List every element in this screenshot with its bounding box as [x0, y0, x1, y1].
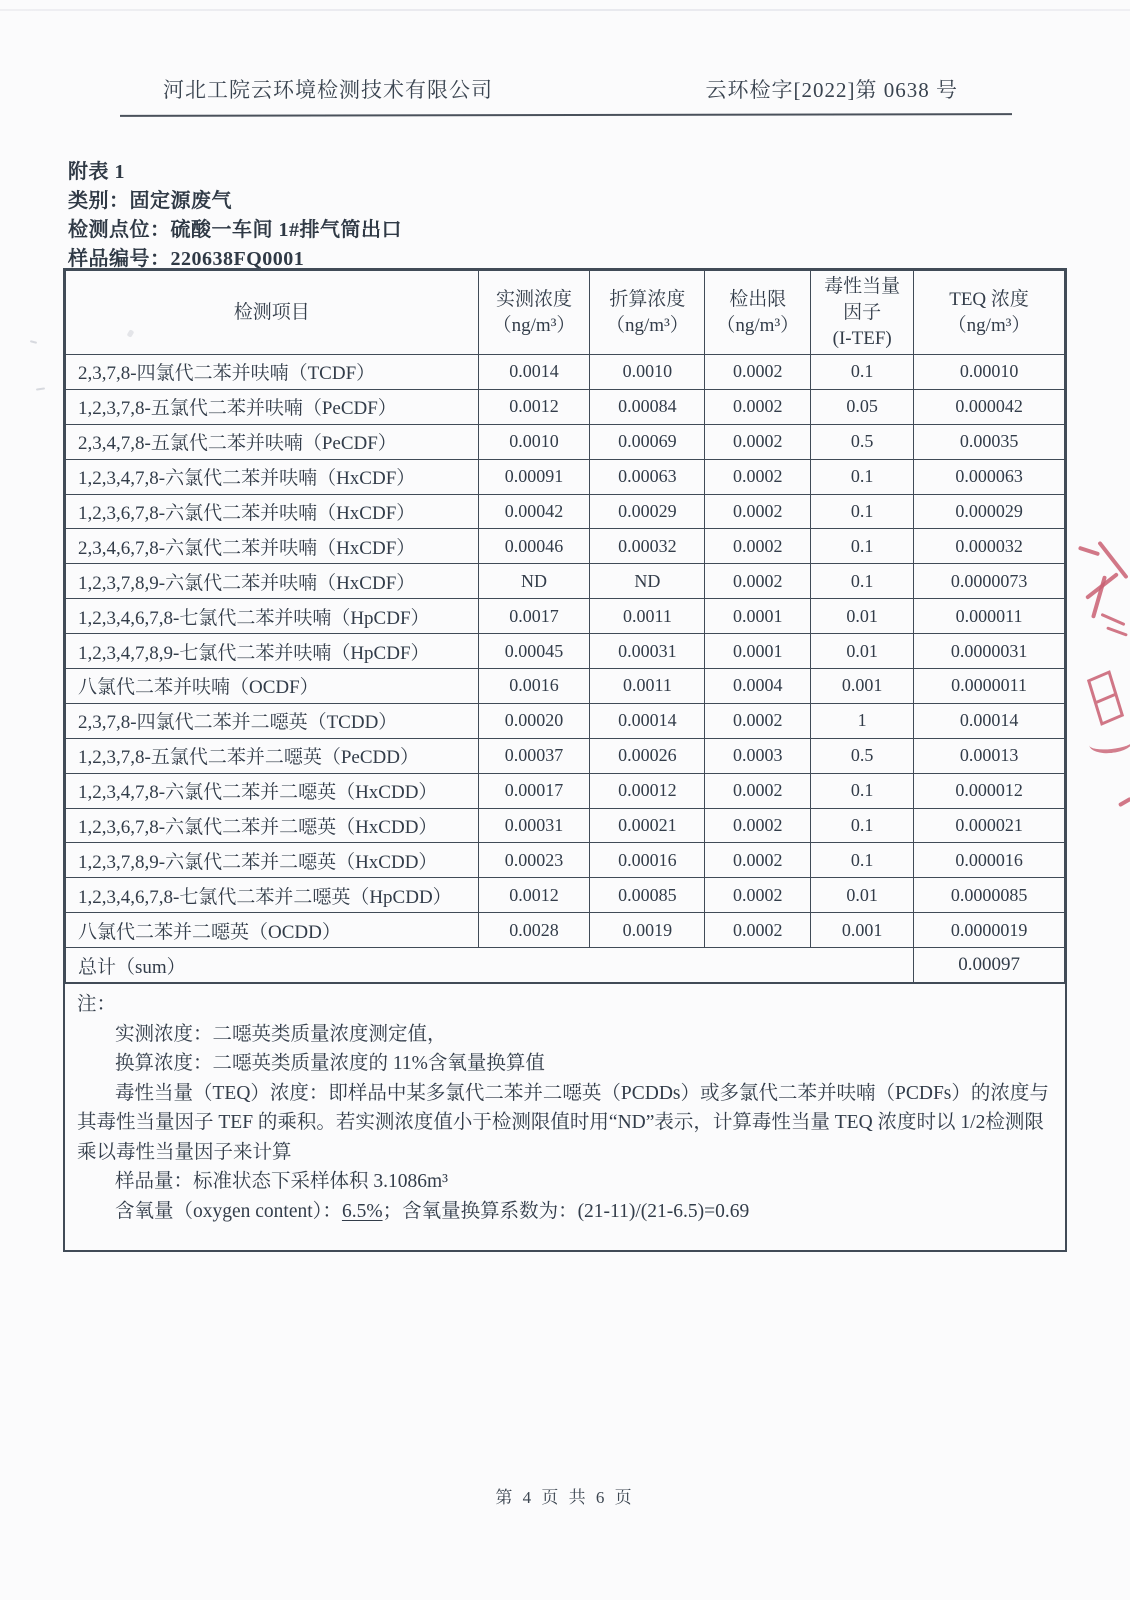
column-header: TEQ 浓度 （ng/m³）	[914, 271, 1065, 355]
cell-name: 1,2,3,7,8-五氯代二苯并二噁英（PeCDD）	[66, 738, 479, 773]
note-measured-definition: 实测浓度：二噁英类质量浓度测定值，	[115, 1023, 447, 1045]
cell-name: 1,2,3,4,6,7,8-七氯代二苯并呋喃（HpCDF）	[66, 599, 479, 634]
cell-name: 2,3,7,8-四氯代二苯并二噁英（TCDD）	[66, 703, 479, 738]
cell-i_tef: 0.01	[811, 878, 914, 913]
cell-detection_limit: 0.0003	[705, 738, 811, 773]
note-teq-definition: 毒性当量（TEQ）浓度：即样品中某多氯代二苯并二噁英（PCDDs）或多氯代二苯并呋喃（PCDFs）的浓度与其毒性当量因子 TEF 的乘积。若实测浓度值小于检测限值时用“ND”表示，计算毒性当量 TEQ 浓度时以 1/2检测限乘以毒性当量因子来计算	[77, 1082, 1049, 1163]
cell-teq: 0.00014	[914, 703, 1065, 738]
column-header: 折算浓度 （ng/m³）	[590, 271, 705, 355]
cell-detection_limit: 0.0004	[705, 669, 811, 704]
measurements-table-head-row	[66, 271, 1065, 355]
cell-detection_limit: 0.0002	[705, 843, 811, 878]
cell-i_tef: 0.1	[811, 529, 914, 564]
table-row	[66, 599, 1065, 634]
sum-label: 总计（sum）	[66, 948, 914, 983]
note-oxygen-content	[77, 1197, 1051, 1227]
cell-measured: 0.0014	[478, 355, 590, 390]
cell-converted: 0.00085	[590, 878, 705, 913]
cell-i_tef: 0.1	[811, 564, 914, 599]
table-row	[66, 389, 1065, 424]
cell-i_tef: 0.01	[811, 634, 914, 669]
cell-measured: 0.00091	[478, 459, 590, 494]
cell-name: 1,2,3,4,7,8,9-七氯代二苯并呋喃（HpCDF）	[66, 634, 479, 669]
measurements-table	[65, 270, 1065, 983]
sum-row	[66, 948, 1065, 983]
header-divider	[120, 113, 1012, 117]
cell-teq: 0.000012	[914, 773, 1065, 808]
column-header: 检测项目	[66, 271, 479, 355]
cell-converted: 0.0010	[590, 355, 705, 390]
cell-teq: 0.00010	[914, 355, 1065, 390]
column-header: 毒性当量 因子 (I-TEF)	[811, 271, 914, 355]
cell-name: 八氯代二苯并二噁英（OCDD）	[66, 913, 479, 948]
red-stamp-box-fragment	[1087, 670, 1124, 726]
cell-converted: 0.00084	[590, 389, 705, 424]
column-header: 检出限 （ng/m³）	[705, 271, 811, 355]
cell-measured: 0.00046	[478, 529, 590, 564]
cell-detection_limit: 0.0002	[705, 389, 811, 424]
oxygen-conversion-factor: ；含氧量换算系数为：(21-11)/(21-6.5)=0.69	[382, 1200, 750, 1222]
cell-detection_limit: 0.0002	[705, 355, 811, 390]
cell-i_tef: 0.1	[811, 459, 914, 494]
cell-teq: 0.00035	[914, 424, 1065, 459]
cell-detection_limit: 0.0002	[705, 808, 811, 843]
table-row	[66, 703, 1065, 738]
cell-converted: 0.00032	[590, 529, 705, 564]
cell-measured: 0.0012	[478, 389, 590, 424]
cell-name: 1,2,3,6,7,8-六氯代二苯并呋喃（HxCDF）	[66, 494, 479, 529]
table-row	[66, 773, 1065, 808]
cell-name: 1,2,3,4,7,8-六氯代二苯并二噁英（HxCDD）	[66, 773, 479, 808]
cell-i_tef: 0.1	[811, 773, 914, 808]
oxygen-content-value: 6.5%	[341, 1200, 383, 1222]
cell-name: 八氯代二苯并呋喃（OCDF）	[66, 669, 479, 704]
cell-detection_limit: 0.0002	[705, 913, 811, 948]
cell-i_tef: 1	[811, 703, 914, 738]
cell-detection_limit: 0.0002	[705, 878, 811, 913]
cell-converted: 0.00012	[590, 773, 705, 808]
cell-i_tef: 0.1	[811, 808, 914, 843]
monitoring-point-line: 检测点位：硫酸一车间 1#排气筒出口	[68, 219, 402, 241]
cell-name: 1,2,3,7,8-五氯代二苯并呋喃（PeCDF）	[66, 389, 479, 424]
column-header: 实测浓度 （ng/m³）	[478, 271, 590, 355]
scan-speck	[36, 387, 45, 390]
cell-converted: 0.00016	[590, 843, 705, 878]
cell-teq: 0.0000019	[914, 913, 1065, 948]
sample-id-line: 样品编号：220638FQ0001	[68, 248, 305, 270]
cell-converted: ND	[590, 564, 705, 599]
cell-converted: 0.00029	[590, 494, 705, 529]
cell-detection_limit: 0.0002	[705, 459, 811, 494]
document-header	[163, 74, 958, 104]
cell-i_tef: 0.001	[811, 669, 914, 704]
cell-measured: 0.00023	[478, 843, 590, 878]
cell-measured: 0.00020	[478, 703, 590, 738]
red-stamp-arc-fragment	[1088, 731, 1130, 755]
cell-converted: 0.0011	[590, 669, 705, 704]
cell-measured: 0.0012	[478, 878, 590, 913]
cell-detection_limit: 0.0002	[705, 703, 811, 738]
table-row	[66, 808, 1065, 843]
note-converted-definition: 换算浓度：二噁英类质量浓度的 11%含氧量换算值	[115, 1053, 545, 1075]
table-row	[66, 564, 1065, 599]
cell-name: 2,3,7,8-四氯代二苯并呋喃（TCDF）	[66, 355, 479, 390]
table-row	[66, 529, 1065, 564]
cell-converted: 0.00014	[590, 703, 705, 738]
cell-i_tef: 0.1	[811, 355, 914, 390]
cell-i_tef: 0.5	[811, 738, 914, 773]
cell-measured: 0.00042	[478, 494, 590, 529]
cell-converted: 0.00069	[590, 424, 705, 459]
results-table-frame	[63, 268, 1067, 1252]
cell-teq: 0.000063	[914, 459, 1065, 494]
cell-converted: 0.00031	[590, 634, 705, 669]
cell-teq: 0.000042	[914, 389, 1065, 424]
cell-measured: 0.00037	[478, 738, 590, 773]
cell-teq: 0.000029	[914, 494, 1065, 529]
cell-measured: 0.0028	[478, 913, 590, 948]
cell-converted: 0.0019	[590, 913, 705, 948]
table-row	[66, 913, 1065, 948]
company-name: 河北工院云环境检测技术有限公司	[163, 78, 493, 102]
scan-edge-artifact	[0, 9, 1130, 11]
notes-title: 注：	[77, 994, 117, 1016]
cell-teq: 0.0000073	[914, 564, 1065, 599]
sample-meta-block	[68, 158, 402, 274]
table-row	[66, 634, 1065, 669]
table-row	[66, 494, 1065, 529]
table-row	[66, 669, 1065, 704]
cell-name: 1,2,3,4,6,7,8-七氯代二苯并二噁英（HpCDD）	[66, 878, 479, 913]
scan-speck	[30, 340, 37, 344]
table-row	[66, 424, 1065, 459]
cell-teq: 0.00013	[914, 738, 1065, 773]
notes-section	[65, 983, 1065, 1250]
table-row	[66, 738, 1065, 773]
cell-detection_limit: 0.0002	[705, 529, 811, 564]
table-row	[66, 843, 1065, 878]
appendix-table-label: 附表 1	[68, 161, 125, 183]
cell-i_tef: 0.1	[811, 843, 914, 878]
cell-measured: 0.0016	[478, 669, 590, 704]
cell-measured: ND	[478, 564, 590, 599]
cell-name: 1,2,3,7,8,9-六氯代二苯并呋喃（HxCDF）	[66, 564, 479, 599]
cell-teq: 0.0000011	[914, 669, 1065, 704]
cell-name: 1,2,3,4,7,8-六氯代二苯并呋喃（HxCDF）	[66, 459, 479, 494]
cell-teq: 0.0000031	[914, 634, 1065, 669]
cell-detection_limit: 0.0002	[705, 773, 811, 808]
cell-detection_limit: 0.0002	[705, 494, 811, 529]
cell-name: 2,3,4,7,8-五氯代二苯并呋喃（PeCDF）	[66, 424, 479, 459]
cell-i_tef: 0.5	[811, 424, 914, 459]
cell-name: 1,2,3,6,7,8-六氯代二苯并二噁英（HxCDD）	[66, 808, 479, 843]
table-row	[66, 459, 1065, 494]
table-row	[66, 355, 1065, 390]
cell-teq: 0.0000085	[914, 878, 1065, 913]
cell-detection_limit: 0.0002	[705, 564, 811, 599]
page-number-footer: 第 4 页 共 6 页	[495, 1488, 635, 1507]
cell-i_tef: 0.05	[811, 389, 914, 424]
cell-converted: 0.00021	[590, 808, 705, 843]
cell-converted: 0.0011	[590, 599, 705, 634]
cell-detection_limit: 0.0002	[705, 424, 811, 459]
measurements-table-body	[66, 355, 1065, 948]
table-row	[66, 878, 1065, 913]
note-sample-volume: 样品量：标准状态下采样体积 3.1086m³	[115, 1171, 449, 1193]
cell-teq: 0.000032	[914, 529, 1065, 564]
cell-i_tef: 0.1	[811, 494, 914, 529]
oxygen-content-prefix: 含氧量（oxygen content）：	[115, 1200, 342, 1222]
cell-i_tef: 0.001	[811, 913, 914, 948]
sum-teq-value: 0.00097	[914, 948, 1065, 983]
cell-teq: 0.000011	[914, 599, 1065, 634]
cell-measured: 0.00045	[478, 634, 590, 669]
document-number: 云环检字[2022]第 0638 号	[705, 78, 958, 102]
category-line: 类别：固定源废气	[68, 190, 232, 212]
cell-measured: 0.00031	[478, 808, 590, 843]
cell-teq: 0.000021	[914, 808, 1065, 843]
cell-converted: 0.00063	[590, 459, 705, 494]
cell-detection_limit: 0.0001	[705, 599, 811, 634]
cell-name: 2,3,4,6,7,8-六氯代二苯并呋喃（HxCDF）	[66, 529, 479, 564]
cell-measured: 0.0010	[478, 424, 590, 459]
cell-detection_limit: 0.0001	[705, 634, 811, 669]
cell-converted: 0.00026	[590, 738, 705, 773]
cell-i_tef: 0.01	[811, 599, 914, 634]
cell-measured: 0.0017	[478, 599, 590, 634]
cell-name: 1,2,3,7,8,9-六氯代二苯并二噁英（HxCDD）	[66, 843, 479, 878]
cell-teq: 0.000016	[914, 843, 1065, 878]
cell-measured: 0.00017	[478, 773, 590, 808]
